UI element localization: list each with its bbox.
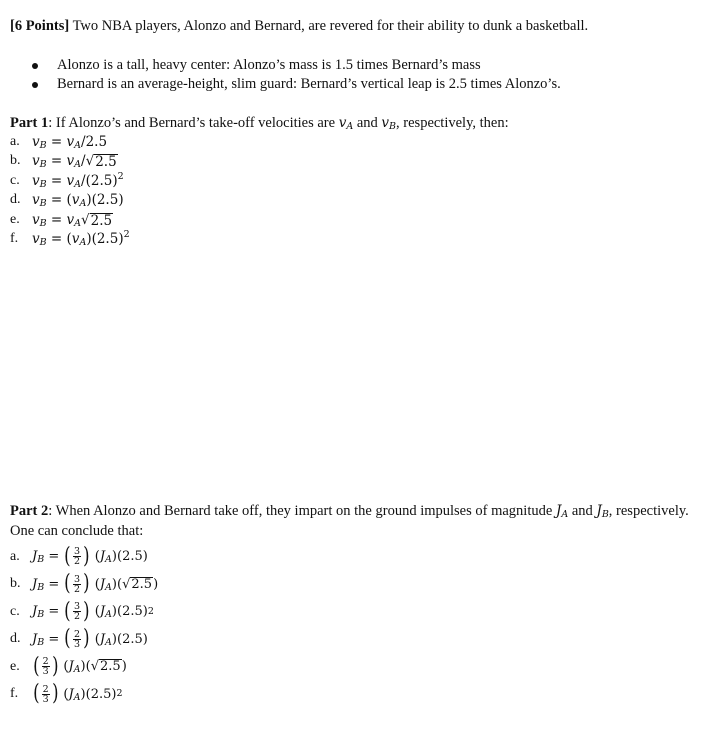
part2-question: Part 2: When Alonzo and Bernard take off, they impart on the ground impulses of magnitude $J_A$ and $J_B$, respectively. [10,503,689,520]
option-expression: ( $\frac{2}{3}$ ) ( $J_A$ )( √ 2.5 ) [33,653,127,679]
option-expression: $v_B = v_A/2.5$ [32,133,108,151]
bullet-bernard: Bernard is an average-height, slim guard: Bernard’s vertical leap is 2.5 times Alonzo’s. [30,75,561,94]
symbol-vA: $v_A$ [338,115,354,132]
symbol-vB: $v_B$ [381,115,397,132]
part2-option-a[interactable]: a. $J_B$ = ( $\frac{3}{2}$ ) ( $J_A$ )(2.5) [10,543,148,569]
sqrt-icon: √ 2.5 [122,576,153,592]
bullet-dot-icon [32,82,38,88]
option-expression: $v_B = v_A/$ √ 2.5 [32,153,117,171]
option-expression: $J_B$ = ( $\frac{3}{2}$ ) ( $J_A$ )( √ 2.5 ) [32,571,159,597]
bullet-dot-icon [32,63,38,69]
option-expression: $v_B = v_A/(2.5)^2$ [32,170,124,190]
given-facts-list [30,56,561,94]
option-expression: ( $\frac{2}{3}$ ) ( $J_A$ )(2.5) 2 [33,681,123,707]
sqrt-icon: √ 2.5 [81,211,113,229]
part1-option-a[interactable]: a. $v_B = v_A/2.5$ [10,133,108,151]
symbol-JA: $J_A$ [555,503,569,520]
option-expression: $J_B$ = ( $\frac{2}{3}$ ) ( $J_A$ )(2.5) [32,626,148,652]
part2-label: Part 2 [10,503,49,519]
option-expression: $J_B$ = ( $\frac{3}{2}$ ) ( $J_A$ )(2.5) [32,543,148,569]
option-expression: $v_B = (v_A)(2.5)^2$ [32,229,130,249]
sqrt-icon: √ 2.5 [85,153,117,171]
part2-option-d[interactable]: d. $J_B$ = ( $\frac{2}{3}$ ) ( $J_A$ )(2.5) [10,626,148,652]
part2-question-line2: One can conclude that: [10,523,144,539]
part2-option-c[interactable]: c. $J_B$ = ( $\frac{3}{2}$ ) ( $J_A$ )(2.5) 2 [10,598,154,624]
part2-options [10,543,158,708]
bullet-alonzo: Alonzo is a tall, heavy center: Alonzo’s mass is 1.5 times Bernard’s mass [30,56,561,75]
symbol-JB: $J_B$ [596,503,609,520]
intro-text: Two NBA players, Alonzo and Bernard, are revered for their ability to dunk a basketball. [69,18,589,34]
option-expression: $J_B$ = ( $\frac{3}{2}$ ) ( $J_A$ )(2.5) 2 [32,598,154,624]
part1-options [10,132,130,249]
part1-option-c[interactable]: c. $v_B = v_A/(2.5)^2$ [10,170,124,190]
problem-intro [10,17,710,35]
option-expression: $v_B = v_A$ √ 2.5 [32,211,113,229]
part1-question: Part 1: If Alonzo’s and Bernard’s take-off velocities are $v_A$ and $v_B$, respectively, then: [10,115,509,132]
part2-option-f[interactable]: f. ( $\frac{2}{3}$ ) ( $J_A$ )(2.5) 2 [10,681,123,707]
part1-option-b[interactable]: b. $v_B = v_A/$ √ 2.5 [10,153,117,171]
part1-option-f[interactable]: f. $v_B = (v_A)(2.5)^2$ [10,229,130,249]
part1-option-d[interactable]: d. $v_B = (v_A)(2.5)$ [10,192,124,210]
sqrt-icon: √ 2.5 [90,659,121,675]
part2-option-b[interactable]: b. $J_B$ = ( $\frac{3}{2}$ ) ( $J_A$ )( √ 2.5 ) [10,571,159,597]
part1-label: Part 1 [10,115,49,131]
points-label: [6 Points] [10,18,70,34]
part1-option-e[interactable]: e. $v_B = v_A$ √ 2.5 [10,211,113,229]
part2-option-e[interactable]: e. ( $\frac{2}{3}$ ) ( $J_A$ )( √ 2.5 ) [10,653,127,679]
option-expression: $v_B = (v_A)(2.5)$ [32,192,124,210]
